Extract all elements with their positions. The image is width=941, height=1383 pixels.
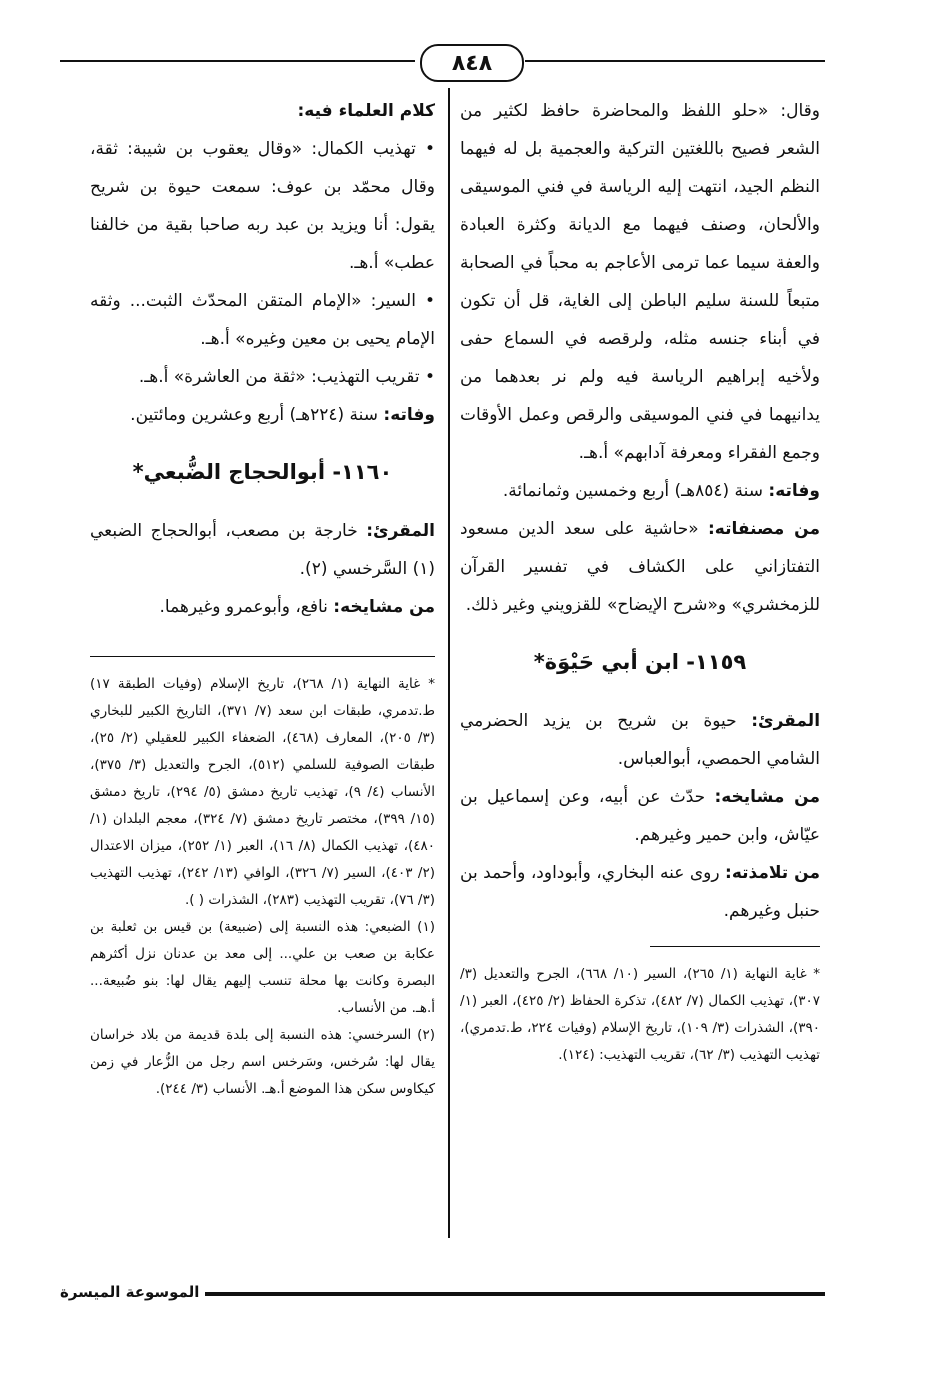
column-divider xyxy=(448,88,450,1238)
footnote-main: * غاية النهاية (١/ ٢٦٥)، السير (١٠/ ٦٦٨)، الجرح والتعديل (٣/ ٣٠٧)، تهذيب الكمال (٧/ ٤٨٢)، تذكرة الحفاظ (٢/ ٤٢٥)، العبر (١/ ٣٩٠)، الشذرات (٣/ ١٠٩)، تاريخ الإسلام (وفيات ٢٢٤، ط.تدمري)، تهذيب التهذيب (٣/ ٦٢)، تقريب التهذيب: (١٢٤). xyxy=(460,966,821,1063)
teachers-line xyxy=(90,588,435,626)
death-text: سنة (٢٢٤هـ) أربع وعشرين ومائتين. xyxy=(130,405,379,425)
teachers-text: نافع، وأبوعمرو وغيرهما. xyxy=(159,597,328,617)
reader-label: المقرئ: xyxy=(751,711,821,731)
scholars-heading xyxy=(90,92,435,130)
reader-text: حيوة بن شريح بن يزيد الحضرمي الشامي الحمصي، أبوالعباس. xyxy=(460,711,820,769)
reader-text: خارجة بن مصعب، أبوالحجاج الضبعي (١) السَّرخسي (٢). xyxy=(90,521,435,579)
footnote-rule xyxy=(90,656,435,657)
header-rule-left xyxy=(60,60,415,62)
works-line xyxy=(460,510,820,624)
reader-line xyxy=(90,512,435,588)
death-text: سنة (٨٥٤هـ) أربع وخمسين وثمانمائة. xyxy=(502,481,764,501)
scholars-heading-text: كلام العلماء فيه: xyxy=(297,101,435,121)
students-text: روى عنه البخاري، وأبوداود، وأحمد بن حنبل وغيرهم. xyxy=(460,863,820,921)
left-column xyxy=(90,92,435,1103)
bullet-tahdhib: • تهذيب الكمال: «وقال يعقوب بن شيبة: ثقة، وقال محمّد بن عوف: سمعت حيوة بن شريح يقول: أنا ويزيد بن عبد ربه صاحبا بقية من خالفنا عطب» أ.هـ. xyxy=(90,139,435,273)
works-label: من مصنفاته: xyxy=(707,519,821,539)
footnote-rule xyxy=(650,946,820,947)
footer-title: الموسوعة الميسرة xyxy=(60,1283,200,1301)
reader-label: المقرئ: xyxy=(366,521,435,541)
teachers-text: حدّث عن أبيه، وعن إسماعيل بن عيّاش، وابن حمير وغيرهم. xyxy=(460,787,820,845)
footnote-2: (٢) السرخسي: هذه النسبة إلى بلدة قديمة من بلاد خراسان يقال لها: سُرخس، وسَرخس اسم رجل من الزُّعار في زمن كيكاوس سكن هذا الموضع أ.هـ. الأنساب (٣/ ٢٤٤). xyxy=(90,1027,435,1097)
students-line xyxy=(460,854,820,930)
bullet-taqrib: • تقريب التهذيب: «ثقة من العاشرة» أ.هـ. xyxy=(138,367,435,387)
death-line xyxy=(460,472,820,510)
footnotes xyxy=(90,671,435,1103)
footnotes xyxy=(460,961,820,1069)
header-rule-right xyxy=(525,60,825,62)
death-line xyxy=(90,396,435,434)
quote-paragraph: وقال: «حلو اللفظ والمحاضرة حافظ لكثير من الشعر فصيح باللغتين التركية والعجمية بل له فيهما النظم الجيد، انتهت إليه الرياسة في فني الموسيقى والألحان، وصنف فيهما مع الديانة وكثرة العبادة والعفة سيما عما ترمى الأعاجم به محباً في الصحابة متبعاً للسنة سليم الباطن إلى الغاية، قل أن تكون في أبناء جنسه مثله، ولرقصه في السماع حفى ولأخيه إبراهيم الرياسة فيه ولم نر بعدهما من يدانيهما في فني الموسيقى والرقص وعمل الأوقات وجمع الفقراء ومعرفة آدابهم» أ.هـ. xyxy=(460,101,820,463)
entry-title-1159: ١١٥٩- ابن أبي حَيْوَة* xyxy=(533,650,747,674)
reader-line xyxy=(460,702,820,778)
footer-rule xyxy=(205,1292,825,1296)
teachers-label: من مشايخه: xyxy=(333,597,435,617)
death-label: وفاته: xyxy=(383,405,435,425)
right-column xyxy=(460,92,820,1069)
bullet-siyar: • السير: «الإمام المتقن المحدّث الثبت... وثقه الإمام يحيى بن معين وغيره» أ.هـ. xyxy=(90,291,435,349)
teachers-label: من مشايخه: xyxy=(714,787,820,807)
teachers-line xyxy=(460,778,820,854)
footnote-main: * غاية النهاية (١/ ٢٦٨)، تاريخ الإسلام (وفيات الطبقة ١٧) ط.تدمري، طبقات ابن سعد (٧/ ٣٧١)، التاريخ الكبير للبخاري (٣/ ٢٠٥)، المعارف (٤٦٨)، الضعفاء الكبير للعقيلي (٢/ ٢٥)، طبقات الصوفية للسلمي (٥١٢)، الجرح والتعديل (٣/ ٣٧٥)، الأنساب (٤/ ٩)، تهذيب تاريخ دمشق (٥/ ٢٩٤)، تاريخ دمشق (١٥/ ٣٩٩)، مختصر تاريخ دمشق (٧/ ٣٢٤)، معجم البلدان (١/ ٤٨٠)، تهذيب الكمال (٨/ ١٦)، العبر (١/ ٢٥٢)، ميزان الاعتدال (٢/ ٤٠٣)، السير (٧/ ٣٢٦)، الوافي (١٣/ ٢٤٢)، تهذيب التهذيب (٣/ ٧٦)، تقريب التهذيب (٢٨٣)، الشذرات ( ). xyxy=(90,676,436,908)
death-label: وفاته: xyxy=(768,481,820,501)
page-number: ٨٤٨ xyxy=(420,44,524,82)
students-label: من تلامذته: xyxy=(725,863,820,883)
works-text: «حاشية على سعد الدين مسعود التفتازاني على الكشاف في تفسير القرآن للزمخشري» و«شرح الإيضاح» للقزويني وغير ذلك. xyxy=(460,519,820,615)
entry-title-1160: ١١٦٠- أبوالحجاج الضُّبعي* xyxy=(132,460,393,484)
footnote-1: (١) الضبعي: هذه النسبة إلى (ضبيعة) بن قيس بن ثعلبة بن عكابة بن صعب بن علي... إلى معد بن عدنان نزل أكثرهم البصرة وكانت بها محلة تنسب إليهم يقال لها: بنو ضُبيعة... أ.هـ. من الأنساب. xyxy=(90,919,435,1016)
